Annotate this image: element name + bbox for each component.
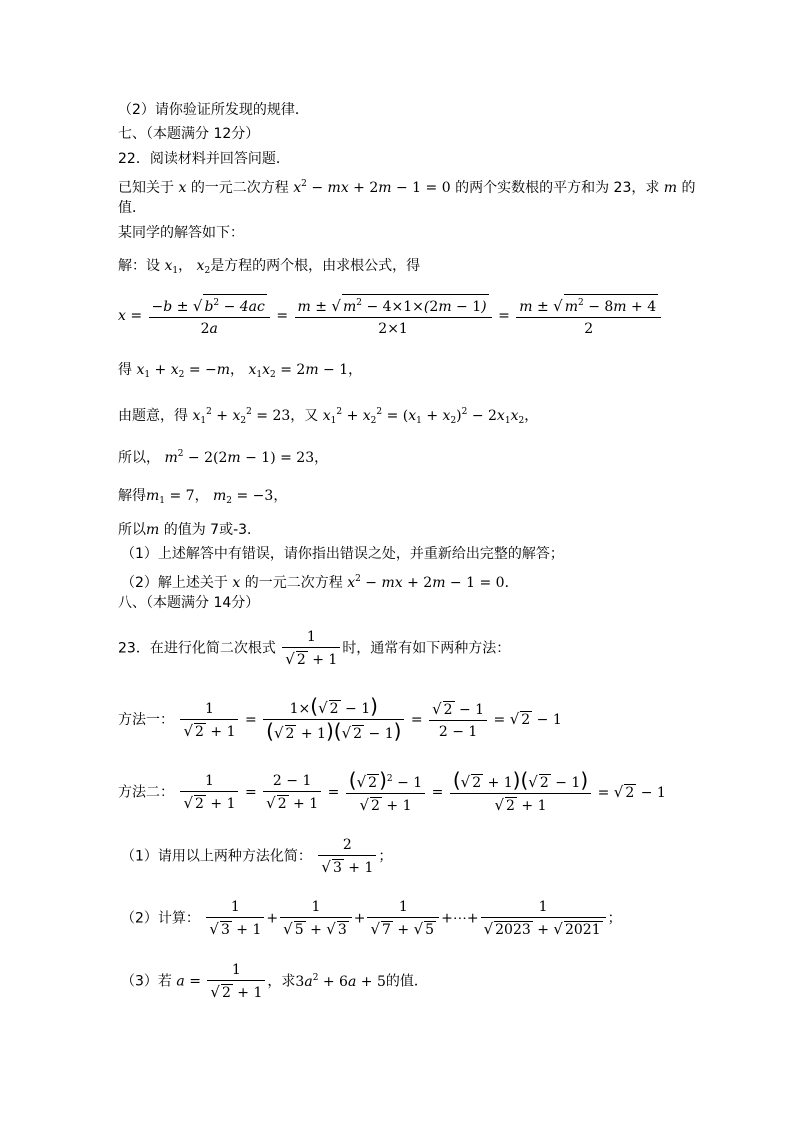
problem-22-statement: 已知关于 x 的一元二次方程 $x^2$ − mx + 2m − 1 = 0 的两个实数根的平方和为 23，求 m 的: [118, 179, 696, 196]
solution-equation: 所以， $m^2 - 2(2m - 1) = 23$，: [118, 449, 329, 466]
problem-22-title: 22．阅读材料并回答问题．: [118, 151, 290, 167]
quadratic-formula: x = $\frac{-b \pm √ b^2 - 4ac}{2a}$ = $\frac{m \pm √ m^2 - 4\times 1\times(2m - 1)}{2\times 1}$ = $\frac{m \pm √ m^2 - 8m + 4}{2}$: [118, 294, 663, 338]
question-23-2: （2）计算： $\frac{1}{√ 3 + 1}$ + $\frac{1}{√ 5 + √ 3}$ + $\frac{1}{√ 7 + √ 5}$ +⋯+ $\frac{1}{√ 2023 + √ 2021}$ ；: [121, 899, 622, 938]
solution-vieta: 得 $x_1 + x_2 = -m$， $x_1x_2 = 2m - 1$，: [118, 362, 363, 380]
question-22-1: （1）上述解答中有错误，请你指出错误之处，并重新给出完整的解答；: [121, 546, 564, 562]
method-two: 方法二： $\frac{1}{√ 2 + 1}$ = $\frac{2 - 1}{√ 2 + 1}$ = $\frac{(√ 2 )^2 - 1}{√ 2 + 1}$ = $\frac{(√ 2 + 1)(√ 2 - 1)}{√ 2 + 1}$ = √ 2 − 1: [118, 767, 666, 814]
question-23-3: （3）若 a = $\frac{1}{√ 2 + 1}$ ，求$3a^2 + 6a + 5$的值．: [121, 962, 428, 1001]
problem-23-title: 23．在进行化简二次根式 $\frac{1}{√ 2 + 1}$ 时，通常有如下两种方法：: [118, 629, 511, 668]
section-seven-heading: 七、（本题满分 12分）: [118, 126, 260, 142]
solution-conclusion: 所以m 的值为 7或-3．: [118, 522, 262, 538]
solution-step-1: 解：设 $x_1$， $x_2$是方程的两个根，由求根公式，得: [118, 258, 421, 276]
solution-roots: 解得$m_1 = 7$， $m_2 = -3$，: [118, 488, 288, 506]
section-eight-heading: 八、（本题满分 14分）: [118, 595, 260, 611]
solution-condition: 由题意，得 $x_1^2 + x_2^2 = 23$，又 $x_1^2 + x_2^2 = (x_1 + x_2)^2 - 2x_1x_2$，: [118, 407, 539, 426]
question-23-1: （1）请用以上两种方法化简： $\frac{2}{√ 3 + 1}$ ；: [121, 837, 393, 876]
question-22-2: （2）解上述关于 x 的一元二次方程 $x^2$ − mx + 2m − 1 = 0．: [121, 574, 519, 591]
method-one: 方法一： $\frac{1}{√ 2 + 1}$ = $\frac{1\times(√ 2 - 1)}{(√ 2 + 1)(√ 2 - 1)}$ = $\frac{√ 2 - 1}{2 - 1}$ = √ 2 − 1: [118, 694, 562, 743]
line-verify-rule: （2）请你验证所发现的规律．: [118, 102, 309, 118]
problem-22-statement-cont: 值．: [118, 200, 146, 216]
student-solution-intro: 某同学的解答如下：: [118, 225, 244, 241]
